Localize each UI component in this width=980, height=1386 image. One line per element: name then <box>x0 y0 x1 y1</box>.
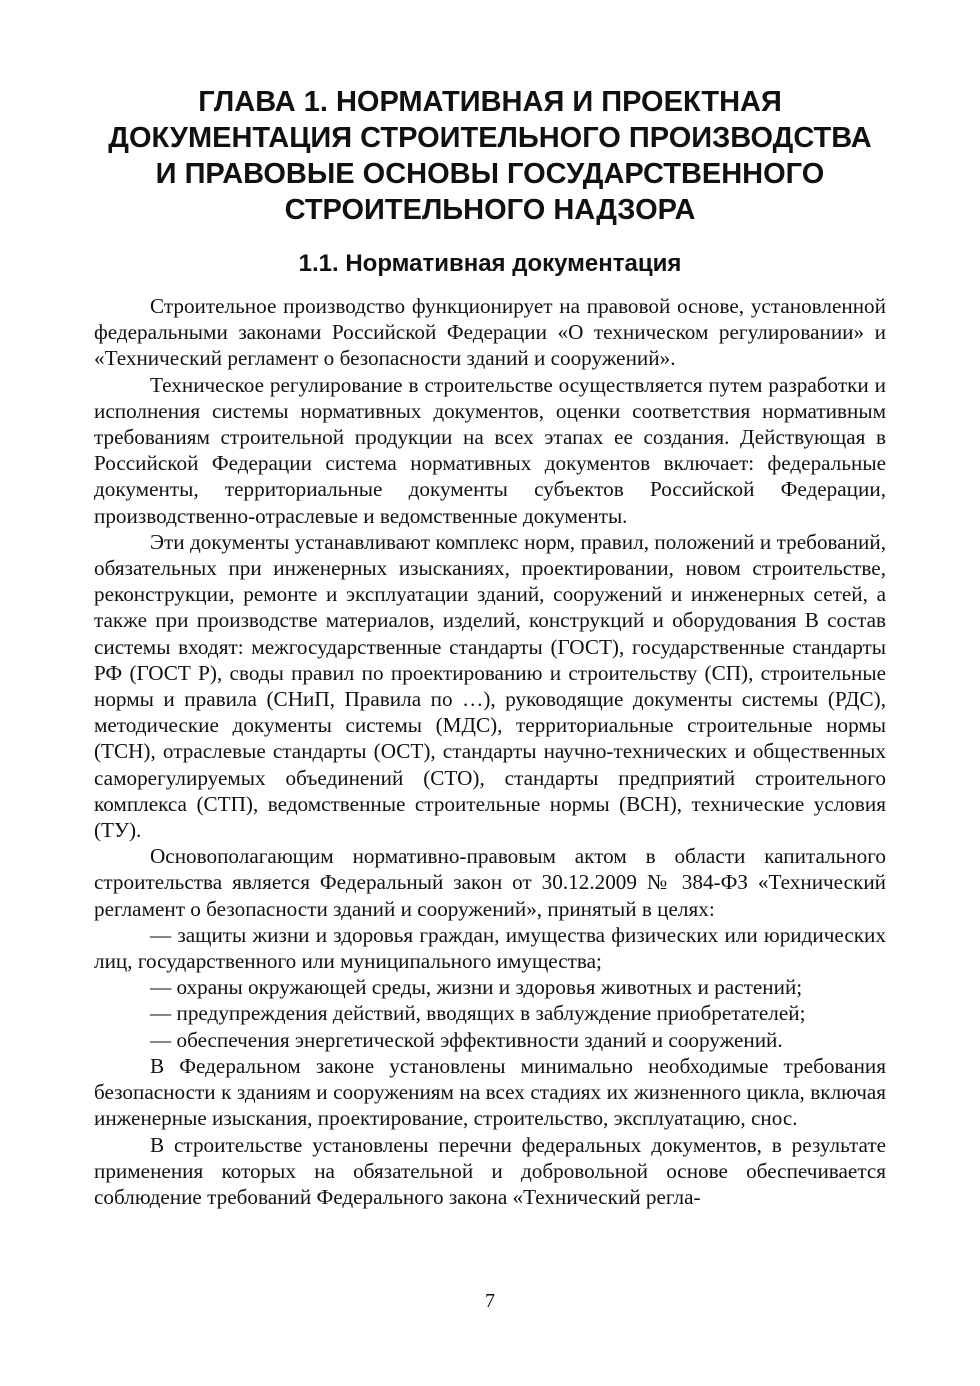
page-content <box>94 84 886 1210</box>
paragraph: Строительное производство функционирует на правовой основе, установленной федеральными законами Российской Федерации «О техническом регулировании» и «Технический регламент о безопасности зданий и сооружений». <box>94 294 886 371</box>
paragraph: Эти документы устанавливают комплекс норм, правил, положений и требований, обязательных при инженерных изысканиях, проектировании, новом строительстве, реконструкции, ремонте и эксплуатации зданий, сооружений и инженерных сетей, а также при производстве материалов, изделий, конструкций и оборудования В состав системы входят: межгосударственные стандарты (ГОСТ), государственные стандарты РФ (ГОСТ Р), своды правил по проектированию и строительству (СП), строительные нормы и правила (СНиП, Правила по …), руководящие документы системы (РДС), методические документы системы (МДС), территориальные строительные нормы (ТСН), отраслевые стандарты (ОСТ), стандарты научно-технических и общественных саморегулируемых объединений (СТО), стандарты предприятий строительного комплекса (СТП), ведомственные строительные нормы (ВСН), технические условия (ТУ). <box>94 529 886 843</box>
section-title: 1.1. Нормативная документация <box>298 250 682 277</box>
chapter-title <box>94 84 886 228</box>
paragraph: В Федеральном законе установлены минимально необходимые требования безопасности к зданиям и сооружениям на всех стадиях их жизненного цикла, включая инженерные изыскания, проектирование, строительство, эксплуатацию, снос. <box>94 1053 886 1131</box>
paragraph: В строительстве установлены перечни федеральных документов, в результате применения которых на обязательной и добровольной основе обеспечивается соблюдение требований Федерального закона «Технический регла- <box>94 1132 886 1209</box>
chapter-title-line: ДОКУМЕНТАЦИЯ СТРОИТЕЛЬНОГО ПРОИЗВОДСТВА <box>108 122 872 154</box>
chapter-title-line: ГЛАВА 1. НОРМАТИВНАЯ И ПРОЕКТНАЯ <box>198 86 782 118</box>
chapter-title-line: СТРОИТЕЛЬНОГО НАДЗОРА <box>284 194 696 226</box>
list-item: — предупреждения действий, вводящих в заблуждение приобретателей; <box>150 1001 806 1026</box>
list-item: — защиты жизни и здоровья граждан, имущества физических или юридических лиц, государственного или муниципального имущества; <box>94 922 886 974</box>
paragraph: Техническое регулирование в строительстве осуществляется путем разработки и исполнения системы нормативных документов, оценки соответствия нормативным требованиям строительной продукции на всех этапах ее создания. Действующая в Российской Федерации система нормативных документов включает: федеральные документы, территориальные документы субъектов Российской Федерации, производственно-отраслевые и ведомственные документы. <box>94 372 886 528</box>
page-number: 7 <box>485 1290 495 1312</box>
list-item: — обеспечения энергетической эффективности зданий и сооружений. <box>150 1027 783 1052</box>
chapter-title-line: И ПРАВОВЫЕ ОСНОВЫ ГОСУДАРСТВЕННОГО <box>155 158 825 190</box>
list-item: — охраны окружающей среды, жизни и здоровья животных и растений; <box>150 975 803 1000</box>
paragraph: Основополагающим нормативно-правовым актом в области капитального строительства является Федеральный закон от 30.12.2009 № 384-ФЗ «Технический регламент о безопасности зданий и сооружений», принятый в целях: <box>94 844 886 921</box>
